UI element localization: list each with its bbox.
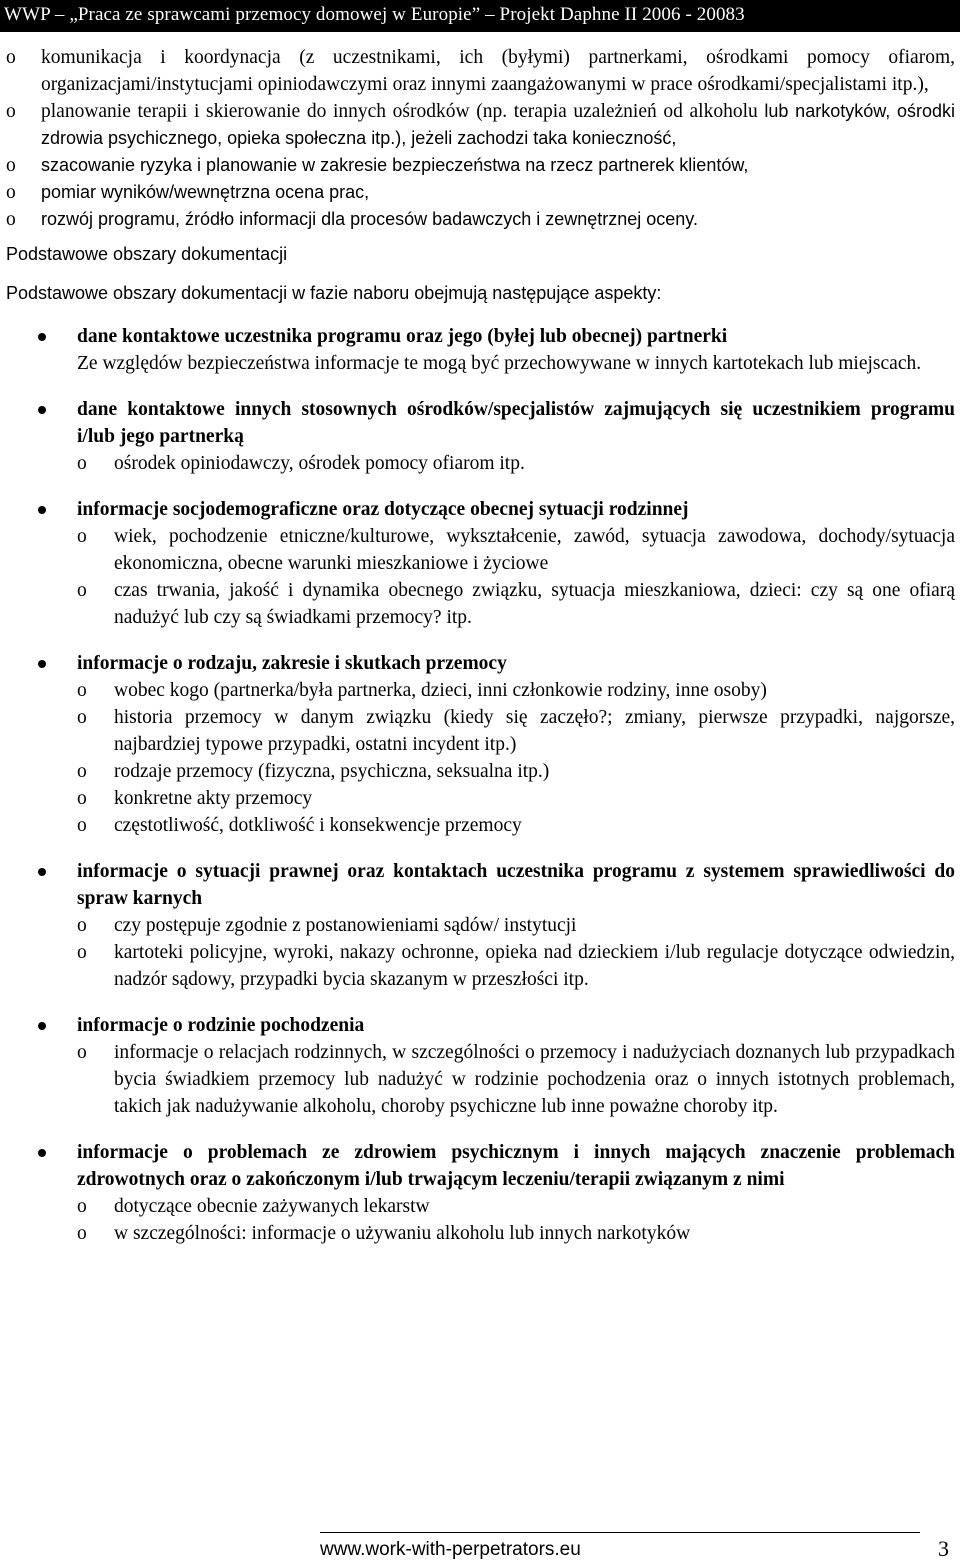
list-item (0, 704, 955, 758)
page-header: WWP – „Praca ze sprawcami przemocy domowej w Europie” – Projekt Daphne II 2006 - 20083 (0, 0, 960, 32)
list-item-text: konkretne akty przemocy (114, 788, 313, 809)
bullet-title: dane kontaktowe innych stosownych ośrodków/specjalistów zajmujących się uczestnikiem programu i/lub jego partnerką (77, 399, 955, 447)
list-marker: o (6, 101, 16, 122)
list-item-text: czas trwania, jakość i dynamika obecnego związku, sytuacja mieszkaniowa, dzieci: czy są one ofiarą nadużyć lub czy są świadkami przemocy? itp. (114, 580, 955, 628)
bullet-icon (38, 868, 46, 876)
list-marker: o (77, 1196, 87, 1217)
list-marker: o (77, 788, 87, 809)
list-marker: o (77, 1042, 87, 1063)
list-item (0, 44, 955, 98)
list-item-text: rodzaje przemocy (fizyczna, psychiczna, seksualna itp.) (114, 761, 550, 782)
bullet-title: dane kontaktowe uczestnika programu oraz jego (byłej lub obecnej) partnerki (77, 326, 728, 347)
list-item-text-serif: planowanie terapii i skierowanie do innych ośrodków (np. terapia uzależnień od alkoholu (41, 101, 758, 122)
list-item-text: ośrodek opiniodawczy, ośrodek pomocy ofiarom itp. (114, 453, 525, 474)
list-marker: o (77, 942, 87, 963)
list-item (0, 677, 955, 704)
list-item-text-sans: lub narkotyków, ośrodki zdrowia psychicznego, opieka społeczna itp.), jeżeli zachodzi taka konieczność, (41, 101, 956, 148)
list-item-text: informacje o relacjach rodzinnych, w szczególności o przemocy i nadużyciach doznanych lub przypadkach bycia świadkiem przemocy lub nadużyć w rodzinie pochodzenia oraz o innych istotnych problemach, takich jak nadużywanie alkoholu, choroby psychiczne lub inne poważne choroby itp. (114, 1042, 955, 1117)
list-item-text: rozwój programu, źródło informacji dla procesów badawczych i zewnętrznej oceny. (41, 209, 698, 229)
list-item (0, 758, 955, 785)
list-marker: o (77, 815, 87, 836)
list-marker: o (77, 1223, 87, 1244)
list-item-text: historia przemocy w danym związku (kiedy się zaczęło?; zmiany, pierwsze przypadki, najgorsze, najbardziej typowe przypadki, ostatni incydent itp.) (114, 707, 955, 755)
bullet-note: Ze względów bezpieczeństwa informacje te mogą być przechowywane w innych kartotekach lub miejscach. (77, 353, 922, 374)
list-item (0, 152, 955, 179)
list-item (0, 812, 955, 839)
list-item-text (41, 98, 955, 152)
list-item (0, 98, 955, 152)
document-body (0, 44, 955, 1247)
bullet-icon (38, 1149, 46, 1157)
list-marker: o (77, 915, 87, 936)
list-item-text: wiek, pochodzenie etniczne/kulturowe, wykształcenie, zawód, sytuacja zawodowa, dochody/sytuacja ekonomiczna, obecne warunki mieszkaniowe i życiowe (114, 526, 955, 574)
list-item (0, 1220, 955, 1247)
bullet-title: informacje o problemach ze zdrowiem psychicznym i innych mających znaczenie problemach zdrowotnych oraz o zakończonym i/lub trwającym leczeniu/terapii związanym z nimi (77, 1142, 955, 1190)
bullet-icon (38, 506, 46, 514)
list-item-text: wobec kogo (partnerka/była partnerka, dzieci, inni członkowie rodziny, inne osoby) (114, 680, 767, 701)
list-item (0, 912, 955, 939)
list-item (0, 206, 955, 233)
list-item-text: komunikacja i koordynacja (z uczestnikami, ich (byłymi) partnerkami, ośrodkami pomocy ofiarom, organizacjami/instytucjami opiniodawczymi oraz innymi zaangażowanymi w prace ośrodkami/specjalistami itp.), (41, 47, 955, 95)
list-item-text: czy postępuje zgodnie z postanowieniami sądów/ instytucji (114, 915, 577, 936)
list-item-text: pomiar wyników/wewnętrzna ocena prac, (41, 182, 370, 202)
bullet-icon (38, 333, 46, 341)
list-item-text: szacowanie ryzyka i planowanie w zakresie bezpieczeństwa na rzecz partnerek klientów, (41, 155, 749, 175)
list-marker: o (77, 580, 87, 601)
section-intro: Podstawowe obszary dokumentacji w fazie naboru obejmują następujące aspekty: (6, 283, 662, 303)
list-item-text: kartoteki policyjne, wyroki, nakazy ochronne, opieka nad dzieckiem i/lub regulacje dotyczące odwiedzin, nadzór sądowy, przypadki bycia skazanym w przeszłości itp. (114, 942, 955, 990)
list-item (0, 939, 955, 993)
footer-divider (320, 1532, 920, 1533)
list-marker: o (77, 453, 87, 474)
list-marker: o (77, 680, 87, 701)
bullet-title: informacje o rodzaju, zakresie i skutkach przemocy (77, 653, 507, 674)
bullet-section (0, 323, 955, 377)
bullet-title: informacje o rodzinie pochodzenia (77, 1015, 365, 1036)
list-marker: o (6, 47, 16, 68)
bullet-section (0, 396, 955, 477)
bullet-section (0, 1012, 955, 1120)
footer-url[interactable]: www.work-with-perpetrators.eu (320, 1539, 581, 1560)
bullet-icon (38, 660, 46, 668)
list-item (0, 1039, 955, 1120)
list-marker: o (6, 182, 16, 203)
list-item-text: dotyczące obecnie zażywanych lekarstw (114, 1196, 430, 1217)
list-item (0, 450, 955, 477)
page-number: 3 (938, 1536, 949, 1561)
list-item-text: w szczególności: informacje o używaniu alkoholu lub innych narkotyków (114, 1223, 691, 1244)
list-marker: o (77, 526, 87, 547)
bullet-icon (38, 406, 46, 414)
bullet-title: informacje o sytuacji prawnej oraz kontaktach uczestnika programu z systemem sprawiedliwości do spraw karnych (77, 861, 955, 909)
bullet-icon (38, 1022, 46, 1030)
bullet-title: informacje socjodemograficzne oraz dotyczące obecnej sytuacji rodzinnej (77, 499, 689, 520)
list-marker: o (6, 209, 16, 230)
bullet-section (0, 1139, 955, 1247)
bullet-section (0, 496, 955, 631)
list-item (0, 1193, 955, 1220)
bullet-section (0, 858, 955, 993)
list-item (0, 179, 955, 206)
list-marker: o (77, 707, 87, 728)
list-item (0, 577, 955, 631)
section-heading: Podstawowe obszary dokumentacji (6, 244, 288, 264)
list-item (0, 523, 955, 577)
list-marker: o (77, 761, 87, 782)
list-marker: o (6, 155, 16, 176)
list-item-text: częstotliwość, dotkliwość i konsekwencje przemocy (114, 815, 522, 836)
list-item (0, 785, 955, 812)
bullet-section (0, 650, 955, 839)
